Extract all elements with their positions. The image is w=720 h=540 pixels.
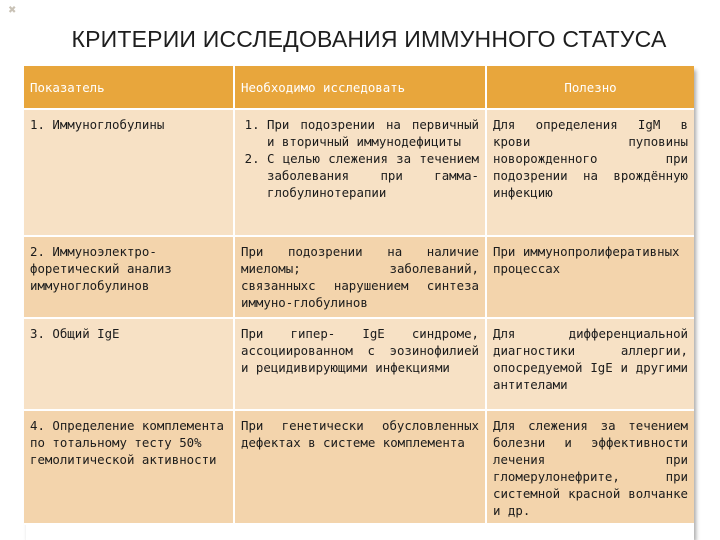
cell-indicator: 1. Иммуноглобулины (24, 109, 234, 236)
criteria-table (24, 66, 694, 525)
cell-useful: Для слежения за течением болезни и эффективности лечения при гломерулонефрите, при системной красной волчанке и др. (486, 410, 694, 524)
cell-indicator: 2. Иммуноэлектро-форетический анализ иммуноглобулинов (24, 236, 234, 318)
list-item: 1. При подозрении на первичный и вторичный иммунодефициты (267, 116, 479, 150)
corner-cross-icon: ✖ (8, 5, 17, 16)
cell-indicator: 3. Общий IgE (24, 318, 234, 410)
list-item: 2. С целью слежения за течением заболевания при гамма-глобулинотерапии (267, 150, 479, 201)
slide-title: КРИТЕРИИ ИССЛЕДОВАНИЯ ИММУННОГО СТАТУСА (71, 26, 667, 52)
cell-useful: Для определения IgM в крови пуповины новорожденного при подозрении на врождённую инфекцию (486, 109, 694, 236)
table-row (24, 410, 694, 524)
table-row (24, 236, 694, 318)
header-investigate: Необходимо исследовать (234, 66, 486, 109)
cell-investigate: При генетически обусловленных дефектах в системе комплемента (234, 410, 486, 524)
table-row (24, 318, 694, 410)
header-indicator: Показатель (24, 66, 234, 109)
cell-useful: Для дифференциальной диагностики аллергии, опосредуемой IgE и другими антителами (486, 318, 694, 410)
cell-useful: При иммунопролиферативных процессах (486, 236, 694, 318)
cell-investigate (234, 109, 486, 236)
header-useful: Полезно (486, 66, 694, 109)
investigate-list (241, 116, 479, 201)
cell-investigate: При подозрении на наличие миеломы; заболеваний, связанныхс нарушением синтеза иммуно-глобулинов (234, 236, 486, 318)
table-row (24, 109, 694, 236)
cell-investigate: При гипер- IgE синдроме, ассоциированном с эозинофилией и рецидивирующими инфекциями (234, 318, 486, 410)
table-header-row (24, 66, 694, 109)
cell-indicator: 4. Определение комплемента по тотальному тесту 50% гемолитической активности (24, 410, 234, 524)
